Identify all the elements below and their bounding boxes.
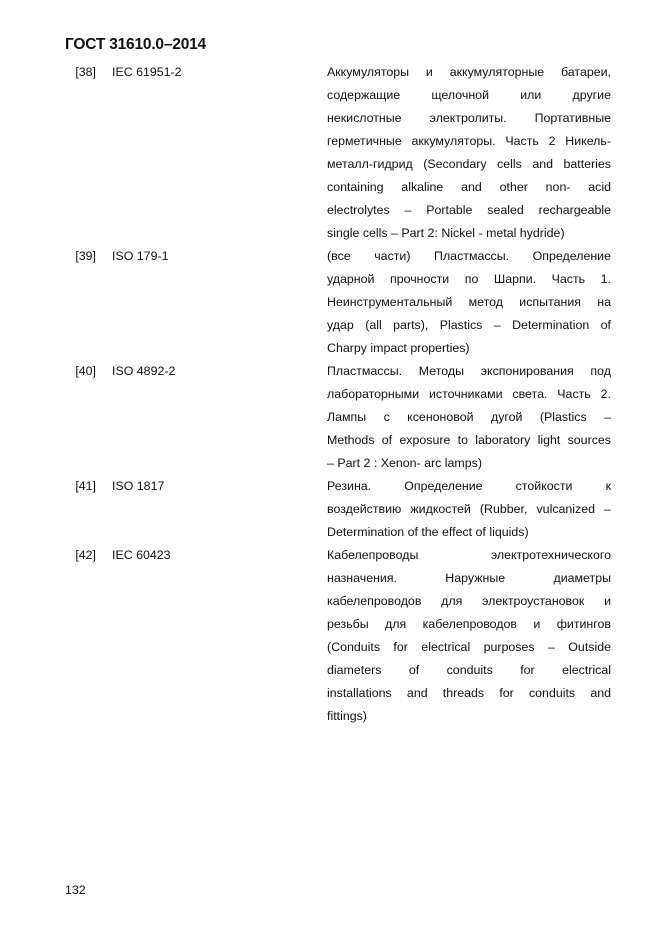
reference-standard-code: IEC 60423 xyxy=(112,548,171,562)
reference-title-line: fittings) xyxy=(327,709,367,723)
reference-title-line: – Part 2 : Xenon- arc lamps) xyxy=(327,456,482,470)
reference-title xyxy=(327,544,611,728)
reference-number: [39] xyxy=(75,249,96,263)
reference-title-line: воздействию жидкостей (Rubber, vulcanized – xyxy=(327,502,611,516)
reference-title-line: лабораторными источниками света. Часть 2. xyxy=(327,387,611,401)
reference-title-line: electrolytes – Portable sealed rechargeable xyxy=(327,203,611,217)
reference-number: [41] xyxy=(75,479,96,493)
reference-title-line: diameters of conduits for electrical xyxy=(327,663,611,677)
reference-standard-code: ISO 4892-2 xyxy=(112,364,176,378)
reference-title-line: containing alkaline and other non- acid xyxy=(327,180,611,194)
reference-title-line: (все части) Пластмассы. Определение xyxy=(327,249,611,263)
reference-number: [40] xyxy=(75,364,96,378)
reference-title-line: Determination of the effect of liquids) xyxy=(327,525,529,539)
document-title: ГОСТ 31610.0–2014 xyxy=(65,36,206,53)
reference-title-line: резьбы для кабелепроводов и фитингов xyxy=(327,617,611,631)
reference-title-line: назначения. Наружные диаметры xyxy=(327,571,611,585)
reference-title xyxy=(327,475,611,544)
reference-number: [38] xyxy=(75,65,96,79)
reference-title-line: Аккумуляторы и аккумуляторные батареи, xyxy=(327,65,611,79)
reference-title-line: single cells – Part 2: Nickel - metal hydride) xyxy=(327,226,565,240)
reference-standard-code: ISO 1817 xyxy=(112,479,165,493)
reference-title-line: содержащие щелочной или другие xyxy=(327,88,611,102)
reference-title xyxy=(327,245,611,360)
reference-title-line: Неинструментальный метод испытания на xyxy=(327,295,611,309)
page-number: 132 xyxy=(65,883,86,897)
reference-title xyxy=(327,360,611,475)
reference-title xyxy=(327,61,611,245)
reference-title-line: герметичные аккумуляторы. Часть 2 Никель- xyxy=(327,134,611,148)
reference-standard-code: ISO 179-1 xyxy=(112,249,169,263)
reference-title-line: Кабелепроводы электротехнического xyxy=(327,548,611,562)
reference-title-line: Лампы с ксеноновой дугой (Plastics – xyxy=(327,410,611,424)
reference-title-line: Резина. Определение стойкости к xyxy=(327,479,611,493)
reference-title-line: Charpy impact properties) xyxy=(327,341,470,355)
reference-title-line: металл-гидрид (Secondary cells and batteries xyxy=(327,157,611,171)
reference-title-line: (Conduits for electrical purposes – Outside xyxy=(327,640,611,654)
reference-title-line: некислотные электролиты. Портативные xyxy=(327,111,611,125)
reference-title-line: Methods of exposure to laboratory light sources xyxy=(327,433,611,447)
reference-title-line: ударной прочности по Шарпи. Часть 1. xyxy=(327,272,611,286)
reference-title-line: Пластмассы. Методы экспонирования под xyxy=(327,364,611,378)
reference-number: [42] xyxy=(75,548,96,562)
reference-title-line: кабелепроводов для электроустановок и xyxy=(327,594,611,608)
reference-title-line: installations and threads for conduits and xyxy=(327,686,611,700)
reference-standard-code: IEC 61951-2 xyxy=(112,65,182,79)
reference-title-line: удар (all parts), Plastics – Determination of xyxy=(327,318,611,332)
